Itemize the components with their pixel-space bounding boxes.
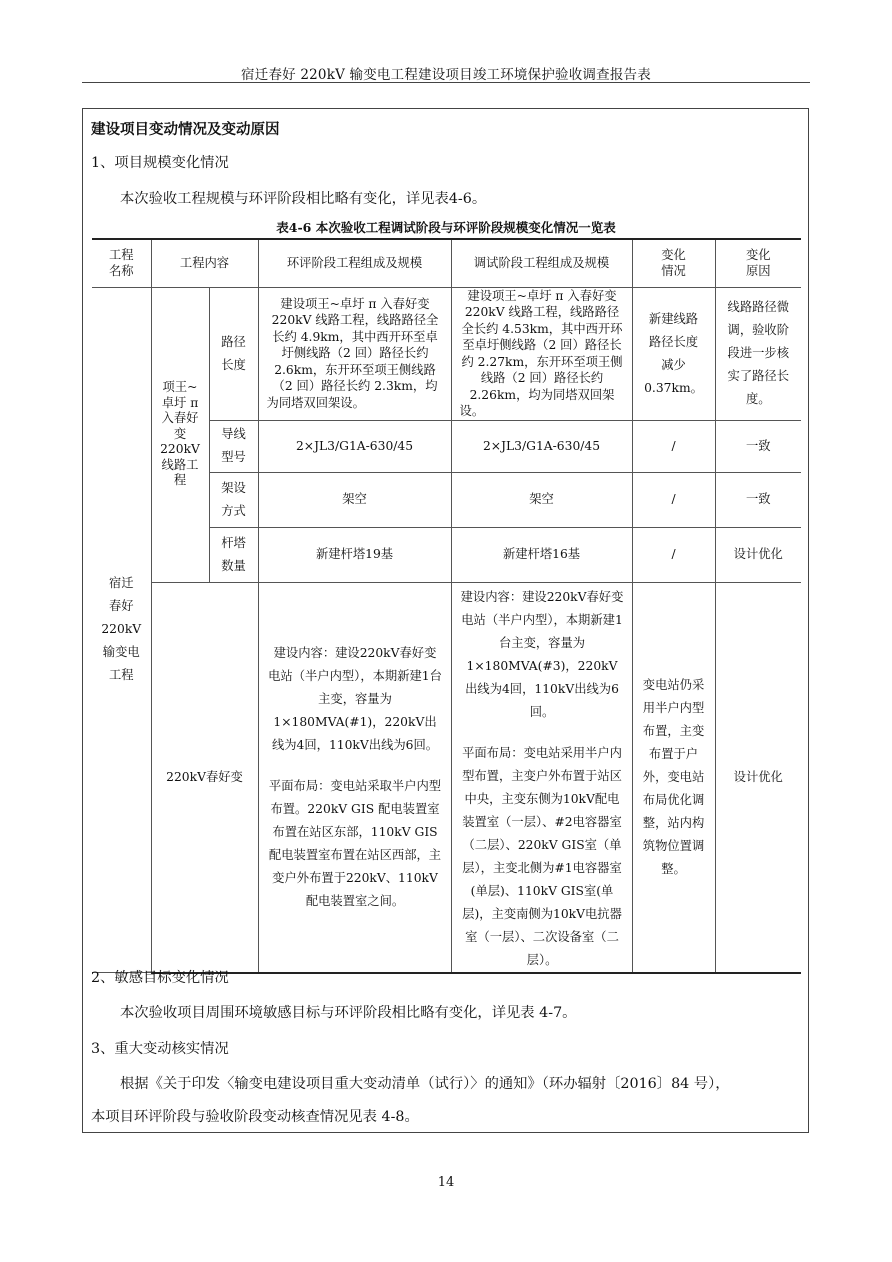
line-project-cell: 项王~ 卓圩 π 入春好 变 220kV 线路工 程 [151,287,209,582]
header-change: 变化 情况 [632,239,715,287]
page-header-title: 宿迁春好 220kV 输变电工程建设项目竣工环境保护验收调查报告表 [241,67,651,83]
eia-conductor-type: 2×JL3/G1A-630/45 [258,420,451,472]
item-erection-method: 架设 方式 [209,472,258,527]
change-substation: 变电站仍采用半户内型布置，主变布置于户外，变电站布局优化调整，站内构筑物位置调整。 [632,582,715,973]
eia-tower-count: 新建杆塔19基 [258,527,451,582]
header-reason: 变化 原因 [715,239,801,287]
change-conductor-type: / [632,420,715,472]
header-debug: 调试阶段工程组成及规模 [451,239,632,287]
table-row [92,582,801,973]
item1-heading: 1、项目规模变化情况 [91,155,229,171]
item3-text-line2: 本项目环评阶段与验收阶段变动核查情况见表 4-8。 [91,1109,419,1125]
item3-heading: 3、重大变动核实情况 [91,1041,229,1057]
eia-erection-method: 架空 [258,472,451,527]
reason-tower-count: 设计优化 [715,527,801,582]
table-caption: 表4-6 本次验收工程调试阶段与环评阶段规模变化情况一览表 [276,220,616,235]
header-project-name: 工程 名称 [92,239,151,287]
reason-substation: 设计优化 [715,582,801,973]
project-name-cell: 宿迁 春好 220kV 输变电 工程 [92,287,151,973]
header-rule [82,82,810,83]
scale-change-table [92,238,801,974]
item-tower-count: 杆塔 数量 [209,527,258,582]
debug-route-length: 建设项王~卓圩 π 入春好变 220kV 线路工程，线路路径全长约 4.53km，其中西开环至卓圩侧线路（2 回）路径长约 2.27km，东开环至项王侧线路（2 回）路径长约 2.26km，均为同塔双回架设。 [451,287,632,420]
debug-tower-count: 新建杆塔16基 [451,527,632,582]
item2-text: 本次验收项目周围环境敏感目标与环评阶段相比略有变化，详见表 4-7。 [120,1005,577,1021]
reason-conductor-type: 一致 [715,420,801,472]
change-erection-method: / [632,472,715,527]
debug-erection-method: 架空 [451,472,632,527]
eia-route-length: 建设项王~卓圩 π 入春好变 220kV 线路工程，线路路径全长约 4.9km，其中西开环至卓圩侧线路（2 回）路径长约 2.6km，东开环至项王侧线路（2 回）路径长约 2.3km，均为同塔双回架设。 [258,287,451,420]
page-number: 14 [437,1175,455,1190]
section-title: 建设项目变动情况及变动原因 [91,121,280,138]
item2-heading: 2、敏感目标变化情况 [91,970,229,986]
change-route-length: 新建线路 路径长度 减少 0.37km。 [632,287,715,420]
table-row [92,287,801,420]
debug-conductor-type: 2×JL3/G1A-630/45 [451,420,632,472]
item-substation: 220kV春好变 [151,582,258,973]
debug-substation: 建设内容：建设220kV春好变电站（半户内型），本期新建1台主变，容量为1×180MVA(#3)，220kV出线为4回，110kV出线为6回。 平面布局：变电站采用半户内型布置，主变户外布置于站区中央，主变东侧为10kV配电装置室（一层）、#2电容器室（二层）、220kV GIS室（单层），主变北侧为#1电容器室(单层)、110kV GIS室(单层)，主变南侧为10kV电抗器室（一层）、二次设备室（二层）。 [451,582,632,973]
item-conductor-type: 导线 型号 [209,420,258,472]
reason-route-length: 线路路径微 调，验收阶 段进一步核 实了路径长 度。 [715,287,801,420]
header-eia: 环评阶段工程组成及规模 [258,239,451,287]
reason-erection-method: 一致 [715,472,801,527]
header-content: 工程内容 [151,239,258,287]
item-route-length: 路径 长度 [209,287,258,420]
table-header-row [92,239,801,287]
item3-text-line1: 根据《关于印发〈输变电建设项目重大变动清单（试行）〉的通知》（环办辐射〔2016〕84 号）， [120,1076,730,1092]
eia-substation: 建设内容：建设220kV春好变电站（半户内型），本期新建1台主变，容量为 1×180MVA(#1)，220kV出线为4回，110kV出线为6回。 平面布局：变电站采取半户内型布置。220kV GIS 配电装置室布置在站区东部，110kV GIS 配电装置室布置在站区西部，主变户外布置于220kV、110kV配电装置室之间。 [258,582,451,973]
item1-text: 本次验收工程规模与环评阶段相比略有变化，详见表4-6。 [120,191,487,207]
change-tower-count: / [632,527,715,582]
